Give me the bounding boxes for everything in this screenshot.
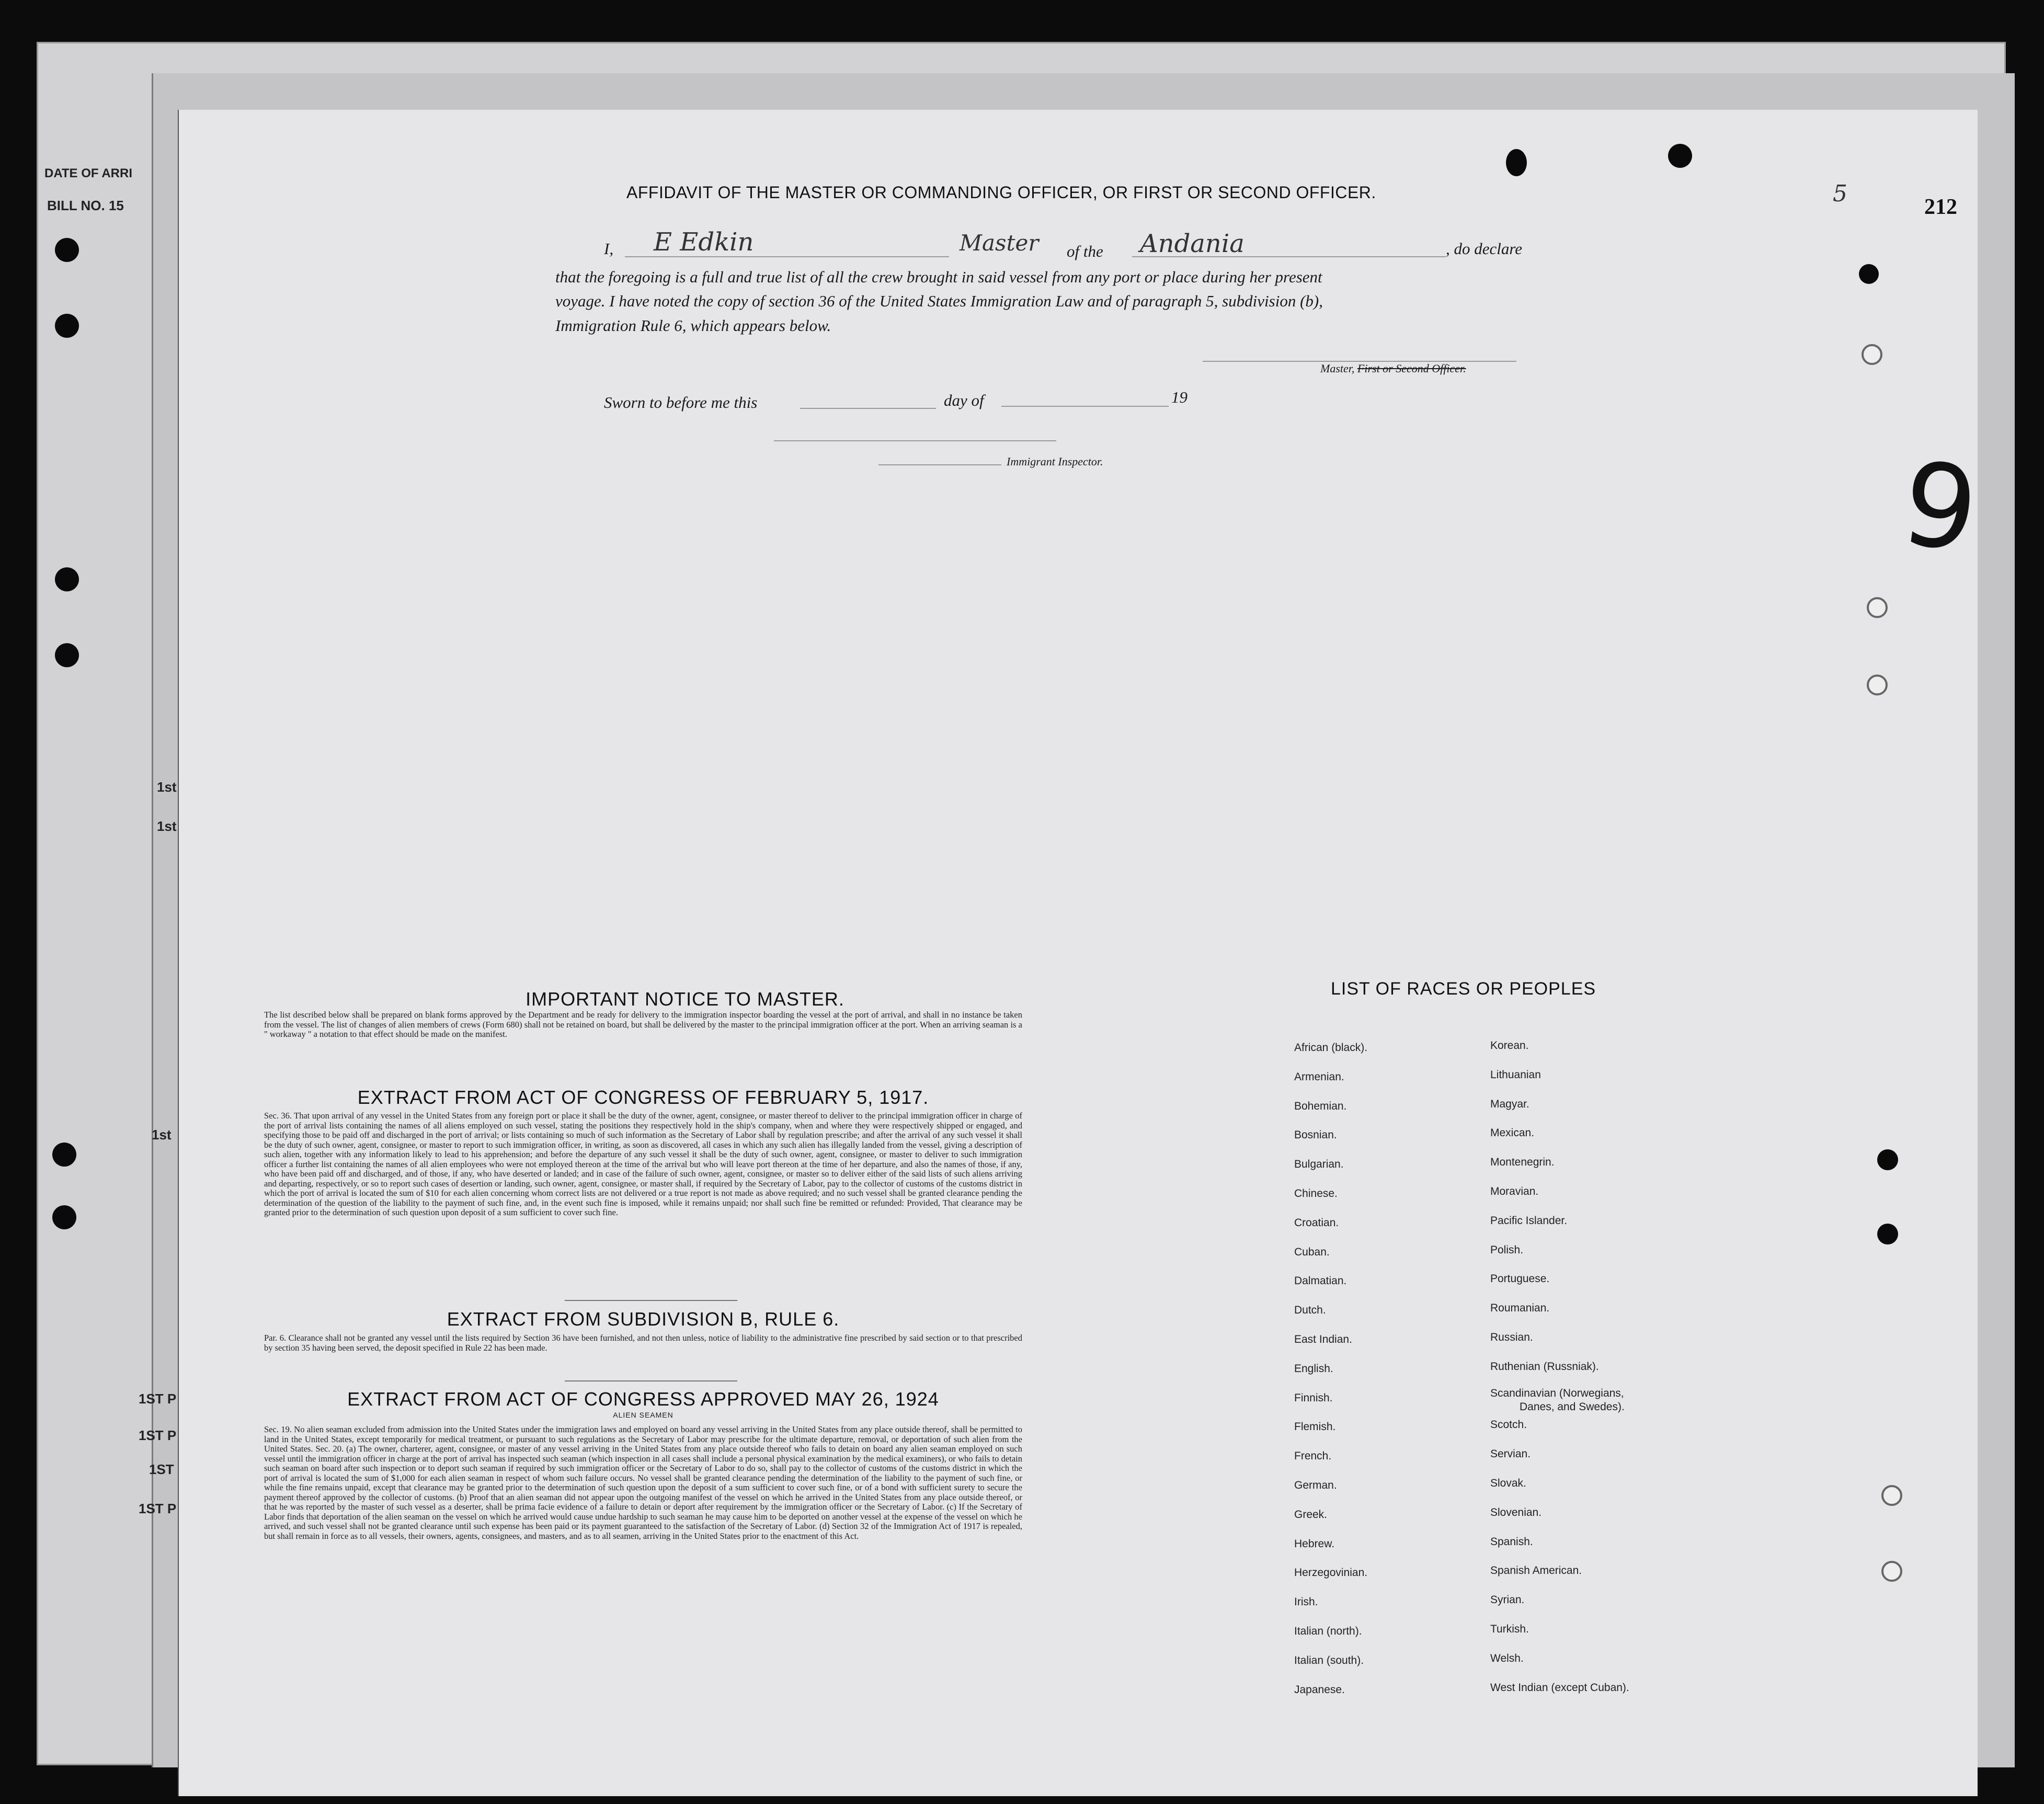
punch-hole — [1867, 675, 1888, 695]
affidavit-line-3: voyage. I have noted the copy of section 36 of the United States Immigration Law and of paragraph 5, subdivision (b), — [555, 292, 1323, 310]
races-column-2 — [1490, 1031, 1629, 1702]
race-item: Moravian. — [1490, 1185, 1539, 1197]
margin-label-4: 1ST P — [139, 1391, 177, 1407]
race-item: Irish. — [1294, 1596, 1318, 1608]
race-item: Bohemian. — [1294, 1100, 1347, 1112]
race-item: East Indian. — [1294, 1333, 1352, 1345]
race-item: Italian (south). — [1294, 1654, 1364, 1666]
margin-label-3: 1st — [152, 1127, 172, 1143]
race-item: Spanish American. — [1490, 1565, 1582, 1577]
race-item: Scandinavian (Norwegians, — [1490, 1387, 1624, 1399]
race-item: Slovak. — [1490, 1477, 1526, 1489]
inspector-signature-line — [878, 464, 1001, 465]
race-item: Roumanian. — [1490, 1302, 1550, 1315]
race-item-continuation: Danes, and Swedes). — [1520, 1400, 1625, 1413]
punch-hole — [55, 567, 79, 591]
race-item: Japanese. — [1294, 1683, 1345, 1696]
margin-label-6: 1ST — [149, 1462, 174, 1477]
race-item: Magyar. — [1490, 1098, 1529, 1110]
race-item: Ruthenian (Russniak). — [1490, 1360, 1599, 1373]
declarant-prefix: I, — [604, 239, 614, 258]
punch-hole — [1877, 1224, 1898, 1244]
race-item: Slovenian. — [1490, 1506, 1542, 1518]
page-number: 212 — [1924, 195, 1957, 219]
year-prefix: 19 — [1171, 388, 1187, 406]
races-column-1 — [1294, 1033, 1367, 1704]
margin-label-1: 1st — [157, 779, 177, 795]
master-name: E Edkin — [654, 227, 754, 257]
race-item: Korean. — [1490, 1040, 1529, 1052]
handwritten-nine: 9 — [1894, 436, 1986, 579]
punch-hole — [1867, 597, 1888, 618]
punch-hole — [1881, 1561, 1902, 1582]
day-of-label: day of — [944, 391, 984, 409]
affidavit-line-4: Immigration Rule 6, which appears below. — [555, 316, 831, 335]
race-item: Montenegrin. — [1490, 1156, 1555, 1169]
section-divider — [565, 1300, 737, 1301]
notice-body: The list described below shall be prepared on blank forms approved by the Department and be ready for delivery to the immigration inspector boarding the vessel at the port of arrival, and shall in no instance be taken from the vessel. The list of changes of alien members of crews (Form 680) shall not be retained on board, but shall be delivered by the master to the principal immigration officer at the port. When an arriving seaman is a " workaway " a notation to that effect should be made on the manifest. — [264, 1010, 1022, 1039]
affidavit-line-2: that the foregoing is a full and true list of all the crew brought in said vessel from any port or place during her present — [555, 268, 1322, 286]
punch-hole — [52, 1205, 76, 1229]
race-item: Herzegovinian. — [1294, 1567, 1368, 1579]
of-the-label: of the — [1067, 242, 1103, 260]
race-item: Turkish. — [1490, 1623, 1529, 1635]
race-item: West Indian (except Cuban). — [1490, 1681, 1629, 1694]
extract-rule6-body: Par. 6. Clearance shall not be granted any vessel until the lists required by Section 36 have been furnished, and not then unless, notice of liability to the administrative fine prescribed by said section or to that prescribed by section 35 having been served, the deposit specified in Rule 22 has been made. — [264, 1333, 1022, 1353]
race-item: Dutch. — [1294, 1304, 1326, 1317]
race-item-scandinavian — [1490, 1381, 1629, 1411]
punch-hole — [55, 643, 79, 667]
extract-1917-title: EXTRACT FROM ACT OF CONGRESS OF FEBRUARY 5, 1917. — [357, 1087, 929, 1108]
punch-hole — [1668, 144, 1692, 168]
signature-caption-master: Master, — [1320, 362, 1355, 375]
sworn-day-line — [800, 408, 936, 409]
punch-hole — [1881, 1485, 1902, 1506]
notice-title: IMPORTANT NOTICE TO MASTER. — [526, 988, 844, 1010]
date-of-arrival-stamp: DATE OF ARRI — [44, 166, 132, 180]
race-item: Croatian. — [1294, 1216, 1339, 1229]
race-item: Syrian. — [1490, 1594, 1525, 1606]
race-item: Chinese. — [1294, 1187, 1338, 1200]
extract-1924-title: EXTRACT FROM ACT OF CONGRESS APPROVED MAY 26, 1924 — [347, 1388, 939, 1410]
punch-hole — [52, 1143, 76, 1167]
handwritten-five: 5 — [1833, 180, 1847, 207]
race-item: Bosnian. — [1294, 1129, 1337, 1141]
race-item: Italian (north). — [1294, 1625, 1362, 1637]
race-item: Spanish. — [1490, 1535, 1533, 1548]
race-item: Welsh. — [1490, 1652, 1524, 1664]
margin-label-5: 1ST P — [139, 1428, 177, 1443]
punch-hole — [1877, 1149, 1898, 1170]
punch-hole — [55, 238, 79, 262]
signature-caption — [1320, 362, 1466, 375]
punch-hole — [1862, 344, 1882, 365]
race-item: Russian. — [1490, 1331, 1533, 1343]
race-item: Cuban. — [1294, 1246, 1330, 1258]
section-divider — [565, 1380, 737, 1381]
margin-label-7: 1ST P — [139, 1501, 177, 1516]
race-item: Pacific Islander. — [1490, 1214, 1568, 1227]
officer-title: Master — [960, 230, 1039, 256]
signature-caption-struck: First or Second Officer. — [1357, 362, 1466, 375]
race-item: English. — [1294, 1362, 1333, 1375]
extract-1924-body: Sec. 19. No alien seaman excluded from admission into the United States under the immigration laws and employed on board any vessel arriving in the United States from any place outside thereof, shall be permitted to land in the United States, except temporarily for medical treatment, or pursuant to such regulations as the Secretary of Labor may prescribe for the ultimate departure, removal, or deportation of such alien from the United States. Sec. 20. (a) The owner, charterer, agent, consignee, or master of any vessel arriving in the United States from any place outside thereof who fails to detain on board any alien seaman employed on such vessel until the immigration officer in charge at the port of arrival has inspected such seaman (which inspection in all cases shall include a personal physical examination by the medical examiners), or who fails to detain such seaman on board after such inspection or to deport such seaman if required by such immigration officer or the Secretary of Labor to do so, shall pay to the collector of customs of the customs district in which the port of arrival is located the sum of $1,000 for each alien seaman in respect of whom such failure occurs. No vessel shall be granted clearance pending the determination of the liability to the payment of such fine, or while the fine remains unpaid, except that clearance may be granted prior to the determination of such question upon the deposit of a sum sufficient to cover such fine, or of a bond with sufficient surety to secure the payment thereof approved by the collector of customs. (b) Proof that an alien seaman did not appear upon the outgoing manifest of the vessel on which he arrived in the United States from any place outside thereof, or that he was reported by the master of such vessel as a deserter, shall be prima facie evidence of a failure to detain or deport after requirement by the immigration officer or the Secretary of Labor. (c) If the Secretary of Labor finds that deportation of the alien seaman on the vessel on which he arrived would cause undue hardship to such seaman he may cause him to be deported on another vessel at the expense of the vessel on which he arrived, and such vessel shall not be granted clearance until such expense has been paid or its payment guaranteed to the satisfaction of the Secretary of Labor. (d) Section 32 of the Immigration Act of 1917 is repealed, but shall remain in force as to all vessels, their owners, agents, consignees, and masters, and as to all seamen, arriving in the United States prior to the enactment of this Act. — [264, 1424, 1022, 1541]
race-item: French. — [1294, 1450, 1332, 1463]
extract-rule6-title: EXTRACT FROM SUBDIVISION B, RULE 6. — [447, 1308, 840, 1330]
vessel-name: Andania — [1140, 229, 1244, 258]
sworn-label: Sworn to before me this — [604, 393, 758, 412]
declare-label: , do declare — [1446, 239, 1523, 258]
bill-number-stamp: BILL NO. 15 — [47, 198, 124, 213]
race-item: Bulgarian. — [1294, 1158, 1344, 1171]
punch-hole — [55, 314, 79, 338]
race-item: Finnish. — [1294, 1391, 1333, 1404]
inspector-signature-line-upper — [774, 440, 1056, 441]
race-item: Greek. — [1294, 1508, 1328, 1521]
race-item: Portuguese. — [1490, 1273, 1550, 1285]
extract-1917-body: Sec. 36. That upon arrival of any vessel in the United States from any foreign port or place it shall be the duty of the owner, agent, consignee, or master thereof to deliver to the principal immigration officer in charge of the port of arrival lists containing the names of all aliens employed on such vessel, stating the positions they respectively hold in the ship's company, when and where they were respectively shipped or engaged, and specifying those to be paid off and discharged in the port of arrival; or lists containing so much of such information as the Secretary of Labor shall by regulation prescribe; and after the arrival of any such vessel it shall be the duty of such owner, agent, consignee, or master to report to such immigration officer, in writing, as soon as discovered, all cases in which any such alien has illegally landed from the vessel, giving a description of such alien, together with any information likely to lead to his apprehension; and before the departure of any such vessel it shall be the duty of such owner, agent, consignee, or master to deliver to such immigration officer a further list containing the names of all alien employees who were not employed thereon at the time of the arrival but who will leave port thereon at the time of her departure, and also the names of those, if any, who have been paid off and discharged, and of those, if any, who have deserted or landed; and in case of the failure of such owner, agent, consignee, or master so to deliver either of the said lists of such aliens arriving and departing, respectively, or so to report such cases of desertion or landing, such owner, agent, consignee, or master shall, if required by the Secretary of Labor, pay to the collector of customs of the customs district in which the port of arrival is located the sum of $10 for each alien concerning whom correct lists are not delivered or a true report is not made as above required; and no such vessel shall be granted clearance pending the determination of the question of the liability to the payment of such fine, and, in the event such fine is imposed, while it remains unpaid; nor shall such fine be remitted or refunded: Provided, That clearance may be granted prior to the determination of such question upon deposit of a sum sufficient to cover such fine. — [264, 1111, 1022, 1217]
race-item: Mexican. — [1490, 1127, 1535, 1139]
race-item: African (black). — [1294, 1042, 1368, 1054]
race-item: Armenian. — [1294, 1070, 1344, 1083]
race-item: Polish. — [1490, 1243, 1524, 1256]
affidavit-title: AFFIDAVIT OF THE MASTER OR COMMANDING OFFICER, OR FIRST OR SECOND OFFICER. — [626, 183, 1376, 202]
extract-1924-subtitle: ALIEN SEAMEN — [613, 1411, 673, 1419]
race-item: Servian. — [1490, 1448, 1531, 1460]
inspector-caption: Immigrant Inspector. — [1007, 455, 1103, 468]
form-sheet — [178, 110, 1978, 1796]
race-item: Flemish. — [1294, 1421, 1336, 1433]
punch-hole — [1506, 149, 1527, 176]
race-item: Scotch. — [1490, 1419, 1527, 1431]
races-title: LIST OF RACES OR PEOPLES — [1331, 979, 1596, 999]
race-item: Hebrew. — [1294, 1537, 1335, 1550]
sworn-month-line — [1001, 406, 1169, 407]
margin-label-2: 1st — [157, 818, 177, 834]
race-item: Lithuanian — [1490, 1068, 1541, 1081]
race-item: German. — [1294, 1479, 1337, 1491]
punch-hole — [1859, 264, 1879, 284]
race-item: Dalmatian. — [1294, 1275, 1347, 1287]
